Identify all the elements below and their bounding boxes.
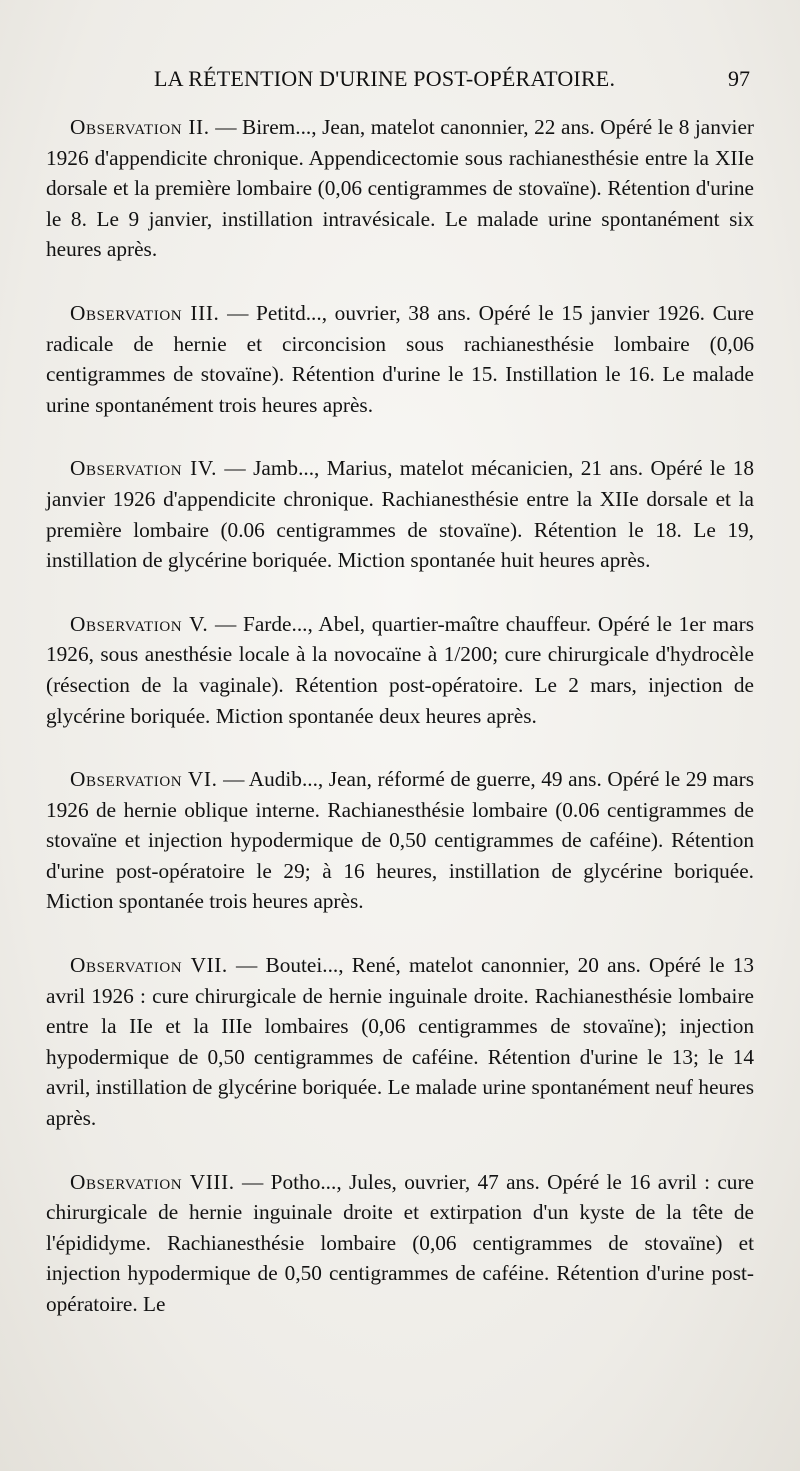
observation-label: Observation VI. [70,767,218,792]
observation-text: — Potho..., Jules, ouvrier, 47 ans. Opéré le 16 avril : cure chirurgicale de hernie inguinale droite et extirpation d'un kyste de la tête de l'épididyme. Rachianesthésie lombaire (0,06 centigrammes de stovaïne) et injection hypodermique de 0,50 centigrammes de caféine. Rétention d'urine post-opératoire. Le [46,1169,754,1316]
observation-paragraph [46,609,754,731]
observation-text: — Birem..., Jean, matelot canonnier, 22 ans. Opéré le 8 janvier 1926 d'appendicite chronique. Appendicectomie sous rachianesthésie entre la XIIe dorsale et la première lombaire (0,06 centigrammes de stovaïne). Rétention d'urine le 8. Le 9 janvier, instillation intravésicale. Le malade urine spontanément six heures après. [46,115,755,262]
observation-label: Observation VIII. [70,1169,235,1194]
observation-paragraph [46,453,754,575]
observation-text: — Jamb..., Marius, matelot mécanicien, 21 ans. Opéré le 18 janvier 1926 d'appendicite chronique. Rachianesthésie entre la XIIe dorsale et la première lombaire (0.06 centigrammes de stovaïne). Rétention le 18. Le 19, instillation de glycérine boriquée. Miction spontanée huit heures après. [46,456,754,573]
running-head: LA RÉTENTION D'URINE POST-OPÉRATOIRE. [154,66,616,91]
observation-text: — Boutei..., René, matelot canonnier, 20 ans. Opéré le 13 avril 1926 : cure chirurgicale de hernie inguinale droite. Rachianesthésie lombaire entre la IIe et la IIIe lombaires (0,06 centigrammes de stovaïne); injection hypodermique de 0,50 centigrammes de caféine. Rétention d'urine le 13; le 14 avril, instillation de glycérine boriquée. Le malade urine spontanément neuf heures après. [46,953,754,1131]
observation-label: Observation V. [70,611,209,636]
observation-paragraph [46,764,754,917]
page-header [46,66,754,100]
observation-paragraph [46,950,754,1134]
observation-text: — Petitd..., ouvrier, 38 ans. Opéré le 15 janvier 1926. Cure radicale de hernie et circoncision sous rachianesthésie lombaire (0,06 centigrammes de stovaïne). Rétention d'urine le 15. Instillation le 16. Le malade urine spontanément trois heures après. [46,300,754,417]
page-number: 97 [728,66,750,91]
observation-paragraph [46,112,754,265]
observation-label: Observation II. [70,115,210,139]
observation-label: Observation VII. [70,953,228,978]
observation-label: Observation III. [70,300,220,325]
observation-paragraph [46,298,754,420]
observation-text: — Farde..., Abel, quartier-maître chauffeur. Opéré le 1er mars 1926, sous anesthésie locale à la novocaïne à 1/200; cure chirurgicale d'hydrocèle (résection de la vaginale). Rétention post-opératoire. Le 2 mars, injection de glycérine boriquée. Miction spontanée deux heures après. [46,611,754,728]
observation-text: — Audib..., Jean, réformé de guerre, 49 ans. Opéré le 29 mars 1926 de hernie oblique interne. Rachianesthésie lombaire (0.06 centigrammes de stovaïne et injection hypodermique de 0,50 centigrammes de caféine). Rétention d'urine post-opératoire le 29; à 16 heures, instillation de glycérine boriquée. Miction spontanée trois heures après. [46,767,754,914]
observation-label: Observation IV. [70,456,218,481]
observation-paragraph [46,1167,754,1320]
page-body [46,112,754,1353]
